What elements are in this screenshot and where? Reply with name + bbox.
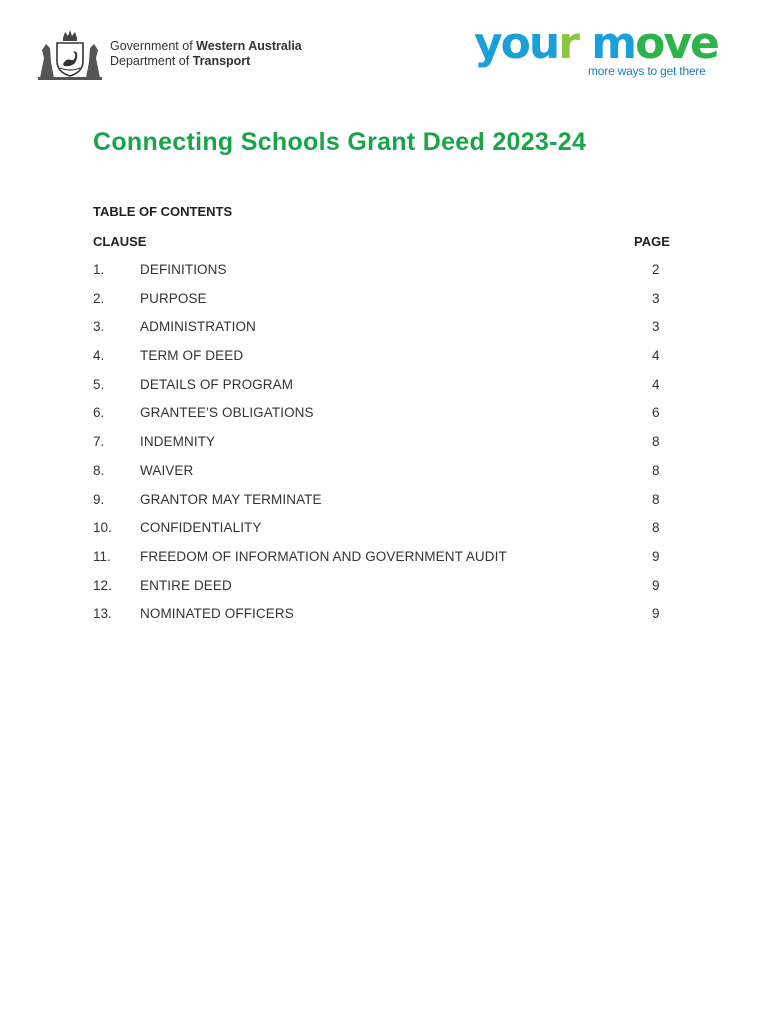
your-move-wordmark: your move <box>474 18 718 69</box>
toc-entry-number: 3. <box>93 319 105 335</box>
toc-entry-page: 8 <box>652 462 660 478</box>
toc-entry-title: FREEDOM OF INFORMATION AND GOVERNMENT AUDIT <box>140 548 507 564</box>
your-move-logo <box>474 18 724 82</box>
department-line: Department of Transport <box>110 54 251 68</box>
toc-entry-title: DETAILS OF PROGRAM <box>140 376 294 392</box>
toc-entry[interactable] <box>93 492 673 521</box>
toc-entry-title: PURPOSE <box>140 290 207 306</box>
toc-heading: TABLE OF CONTENTS <box>93 204 233 219</box>
toc-entry-page: 8 <box>652 434 660 450</box>
clause-column-header: CLAUSE <box>93 234 147 249</box>
toc-entry-page: 2 <box>652 262 660 277</box>
toc-list <box>93 262 673 635</box>
toc-entry-title: WAIVER <box>140 462 194 478</box>
toc-entry[interactable] <box>93 348 673 377</box>
toc-entry-title: ADMINISTRATION <box>140 319 256 335</box>
toc-entry-number: 12. <box>93 577 112 593</box>
toc-entry-title: CONFIDENTIALITY <box>140 520 262 536</box>
toc-entry-number: 13. <box>93 606 112 622</box>
toc-entry[interactable] <box>93 434 673 463</box>
toc-entry-page: 4 <box>652 376 660 392</box>
toc-entry-number: 11. <box>93 548 111 564</box>
document-title: Connecting Schools Grant Deed 2023-24 <box>93 128 587 156</box>
department-branding <box>36 28 302 80</box>
government-line: Government of Western Australia <box>110 39 302 53</box>
toc-entry-number: 7. <box>93 434 105 450</box>
toc-entry-title: INDEMNITY <box>140 434 216 450</box>
toc-entry-number: 9. <box>93 491 105 507</box>
toc-entry[interactable] <box>93 578 673 607</box>
toc-entry-title: DEFINITIONS <box>140 262 227 277</box>
toc-entry-number: 8. <box>93 462 105 478</box>
toc-entry-number: 10. <box>93 520 112 536</box>
toc-entry-number: 2. <box>93 290 105 306</box>
toc-entry-title: GRANTOR MAY TERMINATE <box>140 491 322 507</box>
toc-entry-number: 4. <box>93 348 105 364</box>
toc-entry-page: 8 <box>652 520 660 536</box>
toc-entry-page: 3 <box>652 319 660 335</box>
toc-entry-number: 5. <box>93 376 105 392</box>
toc-entry-page: 9 <box>652 548 660 564</box>
toc-entry[interactable] <box>93 520 673 549</box>
logo-tagline: more ways to get there <box>588 64 706 78</box>
toc-entry-title: ENTIRE DEED <box>140 577 232 593</box>
toc-entry[interactable] <box>93 549 673 578</box>
page-column-header: PAGE <box>634 234 670 249</box>
toc-entry-title: GRANTEE’S OBLIGATIONS <box>140 405 314 421</box>
toc-entry[interactable] <box>93 606 673 635</box>
toc-entry[interactable] <box>93 377 673 406</box>
toc-entry-number: 1. <box>93 262 105 277</box>
wa-coat-of-arms-icon <box>36 28 104 80</box>
toc-entry-number: 6. <box>93 405 105 421</box>
toc-entry[interactable] <box>93 405 673 434</box>
toc-entry-page: 9 <box>652 577 660 593</box>
toc-entry-title: NOMINATED OFFICERS <box>140 606 294 622</box>
toc-entry-page: 8 <box>652 491 660 507</box>
toc-entry-page: 4 <box>652 348 660 364</box>
toc-entry[interactable] <box>93 291 673 320</box>
toc-entry-page: 9 <box>652 606 660 622</box>
toc-entry-page: 3 <box>652 290 660 306</box>
toc-entry[interactable] <box>93 262 673 291</box>
toc-entry[interactable] <box>93 319 673 348</box>
toc-entry[interactable] <box>93 463 673 492</box>
toc-entry-page: 6 <box>652 405 660 421</box>
toc-entry-title: TERM OF DEED <box>140 348 244 364</box>
